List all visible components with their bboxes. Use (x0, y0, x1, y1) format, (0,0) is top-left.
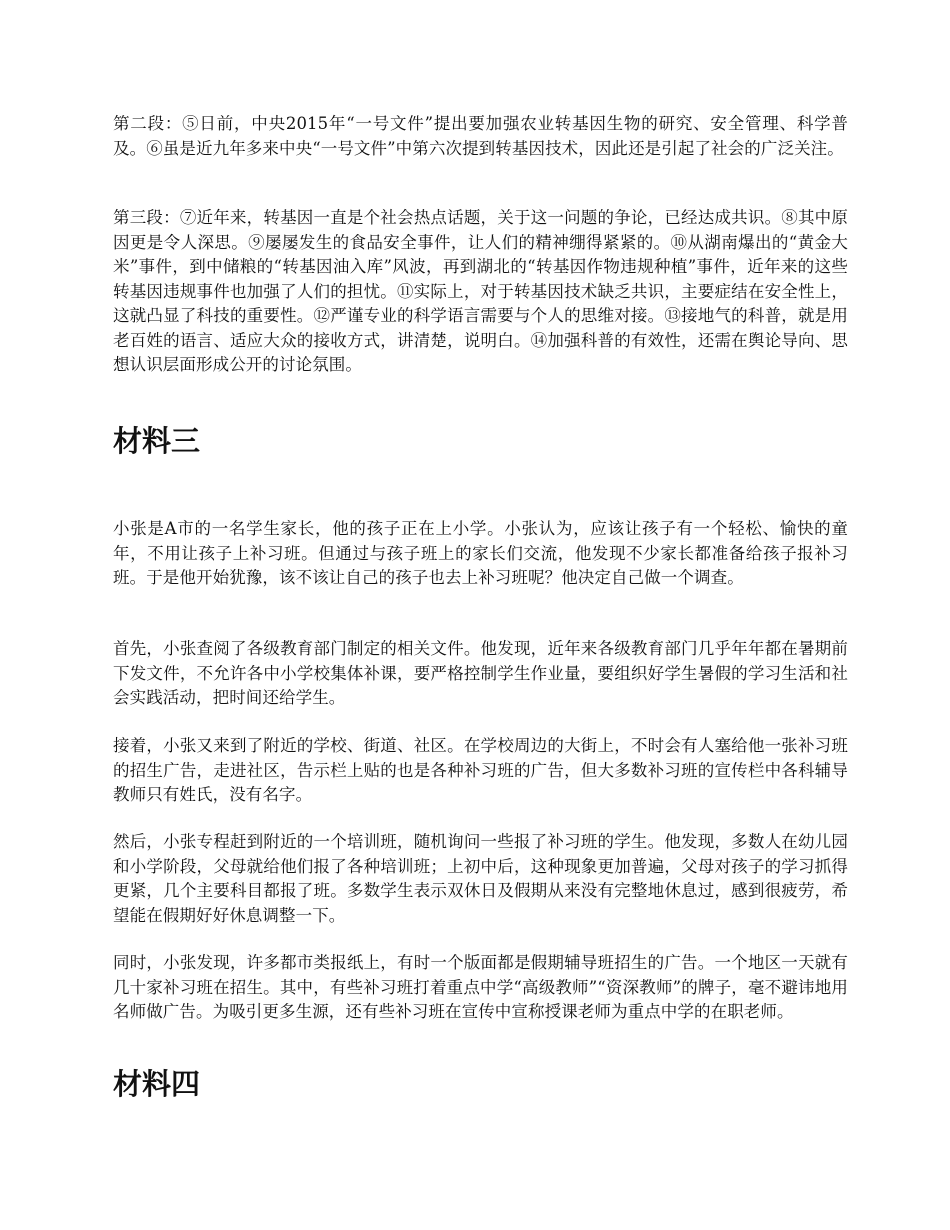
material-3-paragraph-3: 接着，小张又来到了附近的学校、街道、社区。在学校周边的大街上，不时会有人塞给他一张补习班的招生广告，走进社区，告示栏上贴的也是各种补习班的广告，但大多数补习班的宣传栏中各科辅导教师只有姓氏，没有名字。 (113, 736, 848, 804)
paragraph-section-3: 第三段：⑦近年来，转基因一直是个社会热点话题，关于这一问题的争论，已经达成共识。⑧其中原因更是令人深思。⑨屡屡发生的食品安全事件，让人们的精神绷得紧紧的。⑩从湖南爆出的“黄金大米”事件，到中储粮的“转基因油入库”风波，再到湖北的“转基因作物违规种植”事件，近年来的这些转基因违规事件也加强了人们的担忧。⑪实际上，对于转基因技术缺乏共识，主要症结在安全性上，这就凸显了科技的重要性。⑫严谨专业的科学语言需要与个人的思维对接。⑬接地气的科普，就是用老百姓的语言、适应大众的接收方式，讲清楚，说明白。⑭加强科普的有效性，还需在舆论导向、思想认识层面形成公开的讨论氛围。 (113, 208, 848, 374)
heading-material-4: 材料四 (113, 1067, 201, 1101)
material-3-paragraph-2: 首先，小张查阅了各级教育部门制定的相关文件。他发现，近年来各级教育部门几乎年年都在暑期前下发文件，不允许各中小学校集体补课，要严格控制学生作业量，要组织好学生暑假的学习生活和社会实践活动，把时间还给学生。 (113, 639, 848, 707)
material-3-paragraph-5: 同时，小张发现，许多都市类报纸上，有时一个版面都是假期辅导班招生的广告。一个地区一天就有几十家补习班在招生。其中，有些补习班打着重点中学“高级教师”“资深教师”的牌子，毫不避讳地用名师做广告。为吸引更多生源，还有些补习班在宣传中宣称授课老师为重点中学的在职老师。 (113, 953, 848, 1021)
paragraph-section-2: 第二段：⑤日前，中央2015年“一号文件”提出要加强农业转基因生物的研究、安全管理、科学普及。⑥虽是近九年多来中央“一号文件”中第六次提到转基因技术，因此还是引起了社会的广泛关注。 (113, 114, 848, 158)
material-3-paragraph-1: 小张是A市的一名学生家长，他的孩子正在上小学。小张认为，应该让孩子有一个轻松、愉快的童年，不用让孩子上补习班。但通过与孩子班上的家长们交流，他发现不少家长都准备给孩子报补习班。于是他开始犹豫，该不该让自己的孩子也去上补习班呢？他决定自己做一个调查。 (113, 519, 848, 587)
material-3-paragraph-4: 然后，小张专程赶到附近的一个培训班，随机询问一些报了补习班的学生。他发现，多数人在幼儿园和小学阶段，父母就给他们报了各种培训班；上初中后，这种现象更加普遍，父母对孩子的学习抓得更紧，几个主要科目都报了班。多数学生表示双休日及假期从来没有完整地休息过，感到很疲劳，希望能在假期好好休息调整一下。 (113, 832, 848, 925)
heading-material-3: 材料三 (113, 424, 201, 458)
